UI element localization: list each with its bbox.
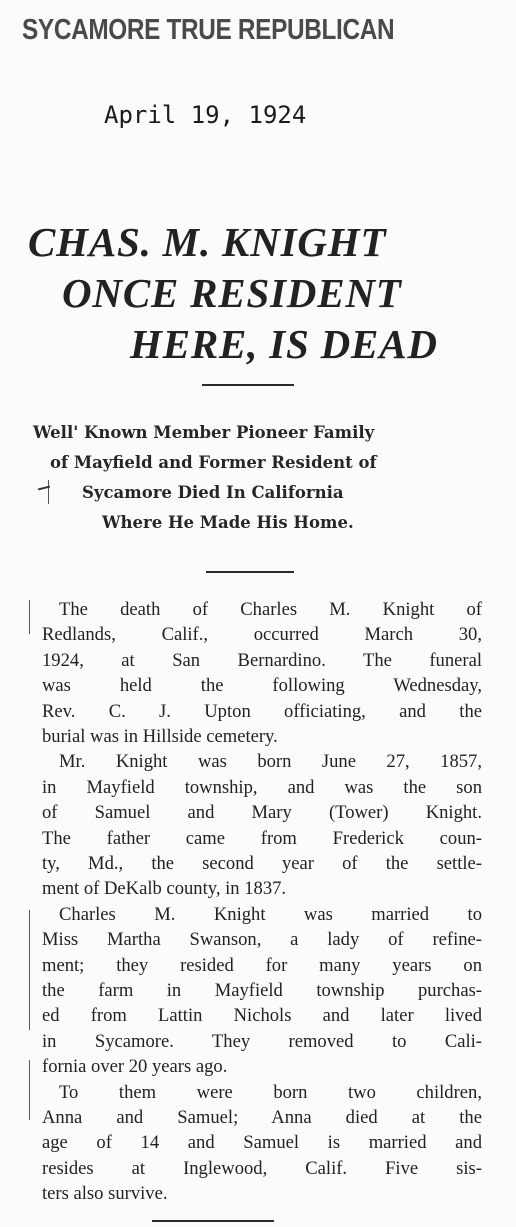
body-line: Rev. C. J. Upton officiating, and the: [42, 701, 482, 722]
body-line: Charles M. Knight was married to: [59, 904, 482, 925]
body-line: resides at Inglewood, Calif. Five sis-: [42, 1158, 482, 1179]
body-line: Mr. Knight was born June 27, 1857,: [59, 751, 482, 772]
body-line: the farm in Mayfield township purchas-: [42, 980, 482, 1001]
headline-line: ONCE RESIDENT: [62, 270, 402, 316]
subheadline-line: Where He Made His Home.: [102, 513, 354, 532]
column-margin-mark: [29, 910, 30, 1030]
body-line: ty, Md., the second year of the settle-: [42, 853, 482, 874]
body-line: ment; they resided for many years on: [42, 955, 482, 976]
body-line: of Samuel and Mary (Tower) Knight.: [42, 802, 482, 823]
subheadline-line: Sycamore Died In California: [82, 483, 344, 502]
masthead: SYCAMORE TRUE REPUBLICAN: [22, 14, 395, 46]
column-margin-mark: [48, 480, 49, 504]
divider-rule: [206, 571, 294, 573]
subheadline-line: Well' Known Member Pioneer Family: [33, 423, 375, 442]
publication-date: April 19, 1924: [104, 101, 307, 129]
column-margin-mark: [29, 600, 30, 634]
body-line: Redlands, Calif., occurred March 30,: [42, 624, 482, 645]
column-margin-mark: [29, 1060, 30, 1120]
body-line: in Mayfield township, and was the son: [42, 777, 482, 798]
divider-rule: [152, 1220, 274, 1222]
body-line: age of 14 and Samuel is married and: [42, 1132, 482, 1153]
body-line: fornia over 20 years ago.: [42, 1056, 228, 1077]
body-line: To them were born two children,: [59, 1082, 482, 1103]
body-line: The father came from Frederick coun-: [42, 828, 482, 849]
divider-rule: [202, 384, 294, 386]
headline-line: CHAS. M. KNIGHT: [28, 219, 387, 265]
body-line: burial was in Hillside cemetery.: [42, 726, 278, 747]
body-line: Anna and Samuel; Anna died at the: [42, 1107, 482, 1128]
body-line: The death of Charles M. Knight of: [59, 599, 482, 620]
body-line: in Sycamore. They removed to Cali-: [42, 1031, 482, 1052]
body-line: 1924, at San Bernardino. The funeral: [42, 650, 482, 671]
body-line: ed from Lattin Nichols and later lived: [42, 1005, 482, 1026]
body-line: was held the following Wednesday,: [42, 675, 482, 696]
headline-line: HERE, IS DEAD: [130, 321, 438, 367]
body-line: ters also survive.: [42, 1183, 168, 1204]
body-line: Miss Martha Swanson, a lady of refine-: [42, 929, 482, 950]
subheadline-line: of Mayfield and Former Resident of: [50, 453, 377, 472]
body-line: ment of DeKalb county, in 1837.: [42, 878, 287, 899]
